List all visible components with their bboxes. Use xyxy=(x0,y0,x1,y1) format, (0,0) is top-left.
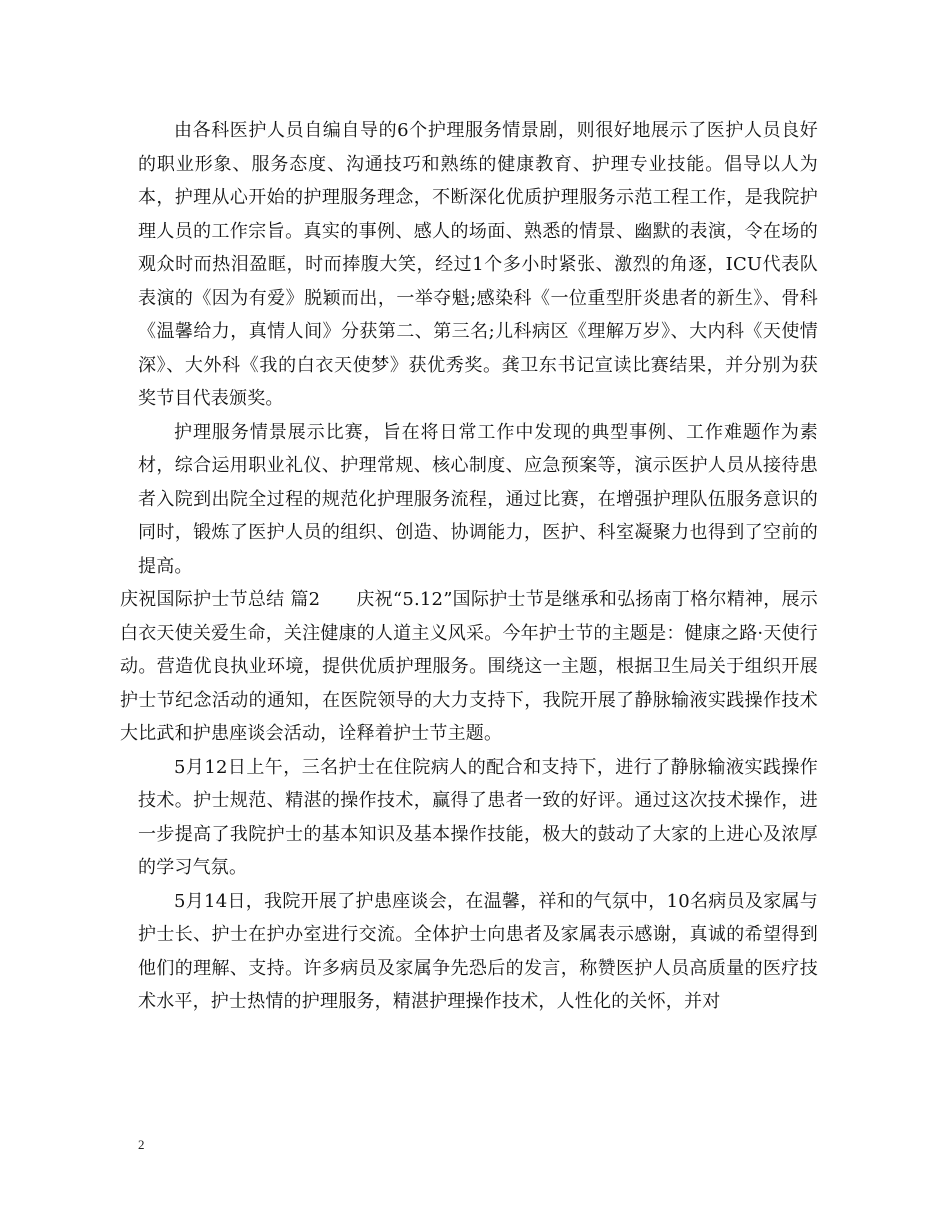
section-intro: 庆祝“5.12”国际护士节是继承和弘扬南丁格尔精神，展示白衣天使关爱生命，关注健康的人道主义风采。今年护士节的主题是：健康之路·天使行动。营造优良执业环境，提供优质护理服务。围绕这一主题，根据卫生局关于组织开展护士节纪念活动的通知，在医院领导的大力支持下，我院开展了静脉输液实践操作技术大比武和护患座谈会活动，诠释着护士节主题。 xyxy=(120,589,818,744)
document-body xyxy=(120,114,818,1019)
body-paragraph-2: 护理服务情景展示比赛，旨在将日常工作中发现的典型事例、工作难题作为素材，综合运用职业礼仪、护理常规、核心制度、应急预案等，演示医护人员从接待患者入院到出院全过程的规范化护理服务流程，通过比赛，在增强护理队伍服务意识的同时，锻炼了医护人员的组织、创造、协调能力，医护、科室凝聚力也得到了空前的提高。 xyxy=(138,421,818,577)
page-number: 2 xyxy=(138,1137,145,1152)
body-paragraph-4: 5月14日，我院开展了护患座谈会，在温馨，祥和的气氛中，10名病员及家属与护士长、护士在护办室进行交流。全体护士向患者及家属表示感谢，真诚的希望得到他们的理解、支持。许多病员及家属争先恐后的发言，称赞医护人员高质量的医疗技术水平，护士热情的护理服务，精湛护理操作技术，人性化的关怀，并对 xyxy=(138,890,818,1012)
section-paragraph xyxy=(120,583,818,751)
section-heading: 庆祝国际护士节总结 篇2 xyxy=(120,589,321,610)
body-paragraph-3: 5月12日上午，三名护士在住院病人的配合和支持下，进行了静脉输液实践操作技术。护士规范、精湛的操作技术，赢得了患者一致的好评。通过这次技术操作，进一步提高了我院护士的基本知识及基本操作技能，极大的鼓动了大家的上进心及浓厚的学习气氛。 xyxy=(138,756,818,878)
body-paragraph-1: 由各科医护人员自编自导的6个护理服务情景剧，则很好地展示了医护人员良好的职业形象、服务态度、沟通技巧和熟练的健康教育、护理专业技能。倡导以人为本，护理从心开始的护理服务理念，不断深化优质护理服务示范工程工作，是我院护理人员的工作宗旨。真实的事例、感人的场面、熟悉的情景、幽默的表演，令在场的观众时而热泪盈眶，时而捧腹大笑，经过1个多小时紧张、激烈的角逐，ICU代表队表演的《因为有爱》脱颖而出，一举夺魁;感染科《一位重型肝炎患者的新生》、骨科《温馨给力，真情人间》分获第二、第三名;儿科病区《理解万岁》、大内科《天使情深》、大外科《我的白衣天使梦》获优秀奖。龚卫东书记宣读比赛结果，并分别为获奖节目代表颁奖。 xyxy=(138,120,818,409)
